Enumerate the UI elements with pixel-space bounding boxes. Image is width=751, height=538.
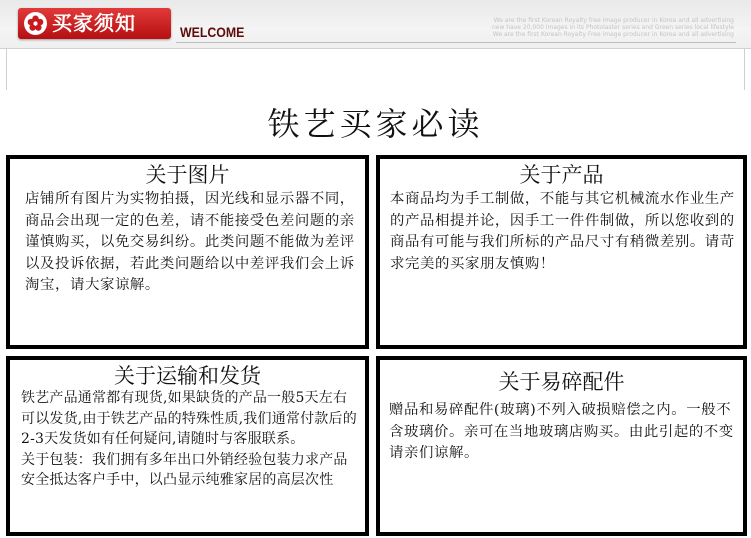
panel-shipping	[6, 356, 369, 536]
panel-title: 关于易碎配件	[498, 370, 625, 394]
welcome-label: WELCOME	[180, 24, 245, 40]
panel-about-products	[376, 155, 747, 349]
slogan-line: We are the first Korean Royalty free image producer in Korea and all advertising	[493, 17, 734, 24]
panel-body: 铁艺产品通常都有现货,如果缺货的产品一般5天左右可以发货,由于铁艺产品的特殊性质,我们通常付款后的2-3天发货如有任何疑问,请随时与客服联系。	[21, 390, 357, 447]
panel-title: 关于图片	[145, 163, 230, 187]
panel-body: 店铺所有图片为实物拍摄，因光线和显示器不同，商品会出现一定的色差，请不能接受色差问题的亲谨慎购买，以免交易纠纷。此类问题不能做为差评以及投诉依据，若此类问题给以中差评我们会上诉淘宝，请大家谅解。	[25, 191, 355, 294]
panel-body-packaging: 关于包装：我们拥有多年出口外销经验包装力求产品安全抵达客户手中，以凸显示纯雅家居的高层次性	[21, 451, 348, 488]
welcome-divider	[176, 42, 736, 43]
slogan-line: We are the first Korean Royalty Free image producer in Korea and all advertising	[492, 31, 734, 38]
flower-logo-icon	[24, 12, 47, 35]
panel-fragile-parts	[376, 356, 747, 536]
panel-title: 关于运输和发货	[114, 364, 261, 388]
panel-body: 赠品和易碎配件(玻璃)不列入破损赔偿之内。一般不含玻璃价。亲可在当地玻璃店购买。由此引起的不变请亲们谅解。	[389, 402, 734, 462]
slogan-line: new have 20,000 images in its Photolaster series and Green series local lifestyle	[491, 24, 734, 31]
panel-body: 本商品均为手工制做，不能与其它机械流水作业生产的产品相提并论，因手工一件件制做，所以您收到的商品有可能与我们所标的产品尺寸有稍微差别。请苛求完美的买家朋友慎购！	[390, 191, 735, 272]
badge-title: 买家须知	[52, 11, 136, 35]
buyer-notice-badge	[18, 8, 171, 39]
header-bar	[0, 0, 751, 49]
panel-about-images	[6, 155, 369, 349]
frame-line-right	[744, 48, 745, 90]
frame-line-left	[6, 48, 7, 90]
page-title: 铁艺买家必读	[267, 105, 484, 143]
panel-title: 关于产品	[519, 163, 604, 187]
slogan-watermark	[472, 17, 734, 38]
